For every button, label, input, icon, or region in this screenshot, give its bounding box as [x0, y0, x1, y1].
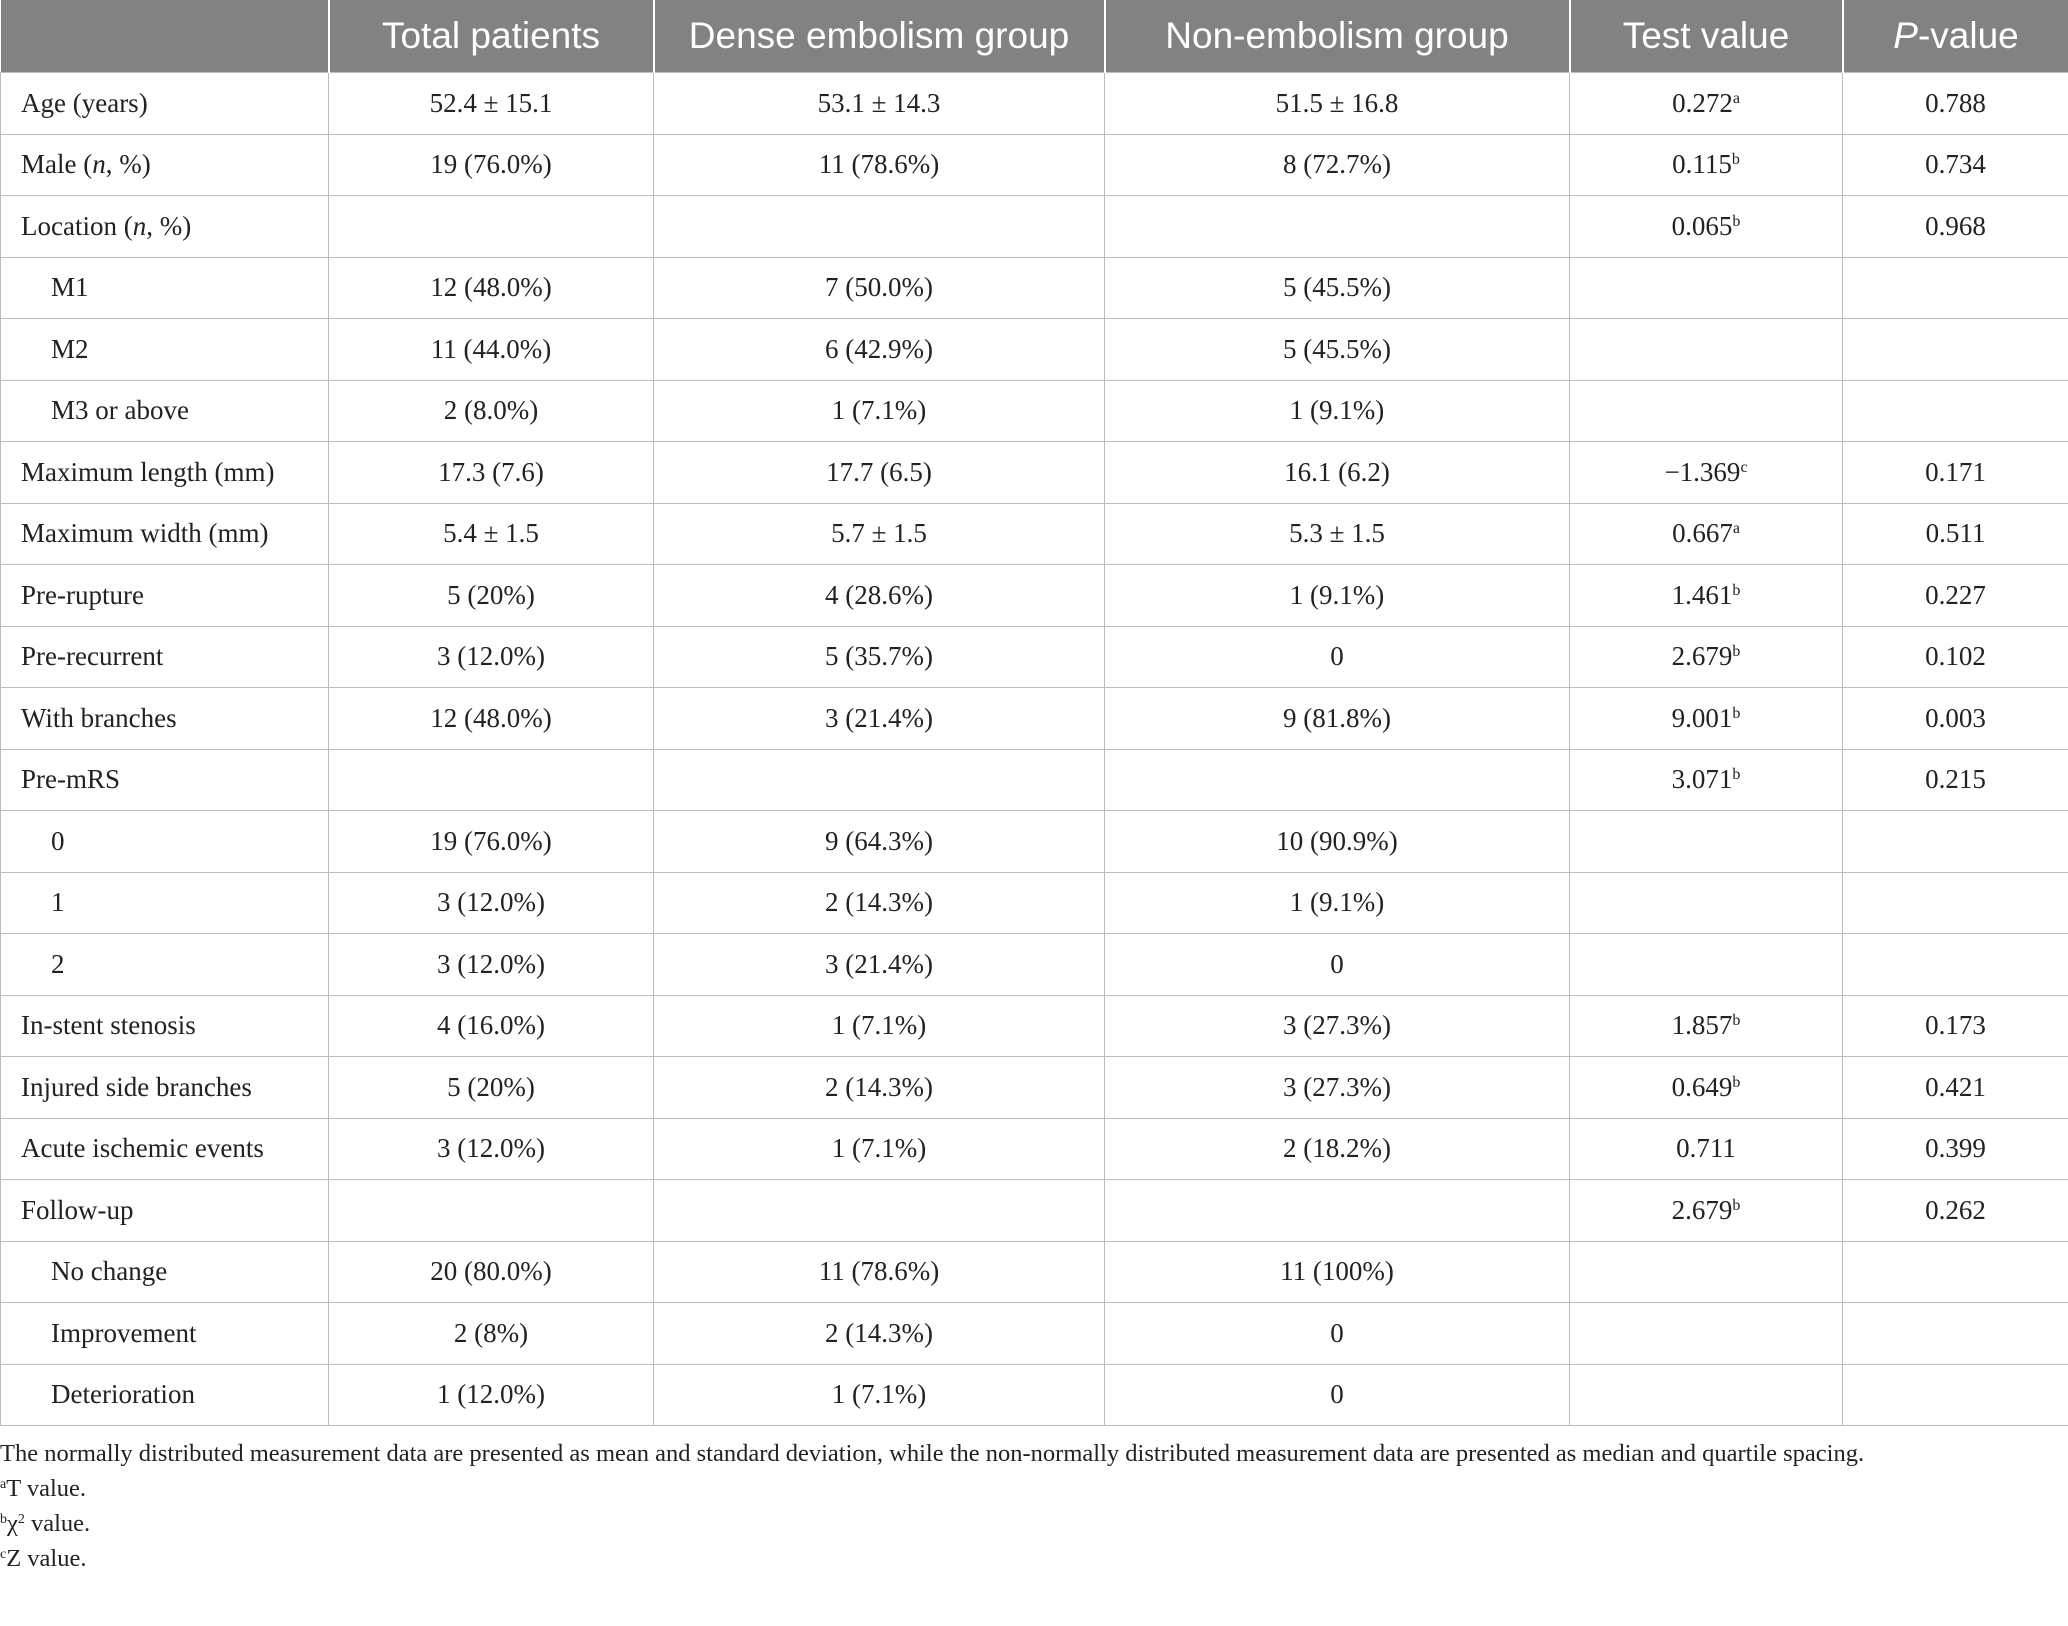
table-row — [1, 442, 2068, 504]
cell-dense-embolism: 5.7 ± 1.5 — [654, 503, 1105, 565]
cell-non-embolism: 0 — [1105, 1364, 1570, 1426]
cell-test-value — [1570, 1241, 1843, 1303]
footnote-marker: b — [1732, 1073, 1741, 1091]
cell-total-patients: 3 (12.0%) — [329, 872, 654, 934]
header-p-value — [1843, 0, 2068, 73]
cell-p-value — [1843, 1241, 2068, 1303]
cell-test-value — [1570, 811, 1843, 873]
cell-test-value — [1570, 1303, 1843, 1365]
footnote-marker: b — [1732, 581, 1741, 599]
footnote-marker: b — [1732, 1012, 1741, 1030]
cell-non-embolism: 1 (9.1%) — [1105, 565, 1570, 627]
cell-dense-embolism: 1 (7.1%) — [654, 995, 1105, 1057]
table-row — [1, 380, 2068, 442]
cell-non-embolism: 16.1 (6.2) — [1105, 442, 1570, 504]
cell-total-patients: 12 (48.0%) — [329, 257, 654, 319]
row-label: In-stent stenosis — [1, 995, 329, 1057]
table-row — [1, 257, 2068, 319]
cell-non-embolism: 5.3 ± 1.5 — [1105, 503, 1570, 565]
cell-test-value: 0.667$^a$ — [1570, 503, 1843, 565]
cell-dense-embolism — [654, 1180, 1105, 1242]
cell-non-embolism — [1105, 1180, 1570, 1242]
cell-p-value: 0.262 — [1843, 1180, 2068, 1242]
cell-total-patients: 2 (8%) — [329, 1303, 654, 1365]
footnote-item: $^a$T value. — [0, 1475, 87, 1502]
cell-dense-embolism: 1 (7.1%) — [654, 1118, 1105, 1180]
cell-test-value — [1570, 380, 1843, 442]
row-label: Acute ischemic events — [1, 1118, 329, 1180]
table-row — [1, 503, 2068, 565]
footnote-marker: a — [0, 1477, 7, 1492]
footnote-marker: b — [0, 1512, 7, 1527]
cell-dense-embolism — [654, 749, 1105, 811]
cell-total-patients: 5.4 ± 1.5 — [329, 503, 654, 565]
cell-non-embolism: 0 — [1105, 934, 1570, 996]
table-row — [1, 1303, 2068, 1365]
cell-total-patients — [329, 749, 654, 811]
row-label: Maximum length (mm) — [1, 442, 329, 504]
cell-p-value — [1843, 872, 2068, 934]
cell-non-embolism: 2 (18.2%) — [1105, 1118, 1570, 1180]
cell-dense-embolism: 2 (14.3%) — [654, 1303, 1105, 1365]
cell-total-patients: 12 (48.0%) — [329, 688, 654, 750]
cell-p-value: 0.227 — [1843, 565, 2068, 627]
row-label: Pre-recurrent — [1, 626, 329, 688]
table-row — [1, 1241, 2068, 1303]
cell-test-value — [1570, 319, 1843, 381]
row-label: Male (n, %) — [1, 134, 329, 196]
table-row — [1, 811, 2068, 873]
table-row — [1, 1364, 2068, 1426]
table-row — [1, 565, 2068, 627]
cell-non-embolism: 5 (45.5%) — [1105, 257, 1570, 319]
header-total-patients: Total patients — [329, 0, 654, 73]
cell-p-value: 0.102 — [1843, 626, 2068, 688]
table-row — [1, 134, 2068, 196]
row-label: 1 — [1, 872, 329, 934]
row-label: No change — [1, 1241, 329, 1303]
cell-non-embolism: 51.5 ± 16.8 — [1105, 73, 1570, 135]
cell-non-embolism: 1 (9.1%) — [1105, 380, 1570, 442]
row-label: Location (n, %) — [1, 196, 329, 258]
cell-p-value — [1843, 1303, 2068, 1365]
cell-total-patients: 52.4 ± 15.1 — [329, 73, 654, 135]
cell-dense-embolism: 6 (42.9%) — [654, 319, 1105, 381]
footnote-marker: a — [1732, 89, 1740, 107]
header-test-value: Test value — [1570, 0, 1843, 73]
cell-total-patients: 2 (8.0%) — [329, 380, 654, 442]
cell-p-value: 0.421 — [1843, 1057, 2068, 1119]
row-label: 2 — [1, 934, 329, 996]
cell-total-patients — [329, 196, 654, 258]
cell-dense-embolism: 7 (50.0%) — [654, 257, 1105, 319]
cell-p-value: 0.968 — [1843, 196, 2068, 258]
cell-p-value — [1843, 811, 2068, 873]
table-notes — [0, 1436, 2068, 1576]
cell-dense-embolism: 4 (28.6%) — [654, 565, 1105, 627]
cell-p-value: 0.215 — [1843, 749, 2068, 811]
header-dense-embolism: Dense embolism group — [654, 0, 1105, 73]
cell-total-patients: 3 (12.0%) — [329, 1118, 654, 1180]
table-row — [1, 319, 2068, 381]
row-label: Pre-rupture — [1, 565, 329, 627]
cell-dense-embolism: 53.1 ± 14.3 — [654, 73, 1105, 135]
footnote-marker: b — [1731, 151, 1740, 169]
footnote-marker: b — [1732, 643, 1741, 661]
table-row — [1, 1057, 2068, 1119]
header-empty — [1, 0, 329, 73]
cell-dense-embolism: 3 (21.4%) — [654, 688, 1105, 750]
cell-total-patients: 3 (12.0%) — [329, 626, 654, 688]
cell-non-embolism: 10 (90.9%) — [1105, 811, 1570, 873]
row-label: M2 — [1, 319, 329, 381]
footnote-marker: b — [1732, 212, 1741, 230]
cell-p-value — [1843, 319, 2068, 381]
cell-non-embolism: 3 (27.3%) — [1105, 995, 1570, 1057]
cell-dense-embolism: 5 (35.7%) — [654, 626, 1105, 688]
cell-test-value: 0.065$^b$ — [1570, 196, 1843, 258]
row-label: Maximum width (mm) — [1, 503, 329, 565]
cell-non-embolism: 5 (45.5%) — [1105, 319, 1570, 381]
cell-total-patients: 1 (12.0%) — [329, 1364, 654, 1426]
cell-p-value — [1843, 257, 2068, 319]
cell-test-value: 0.711 — [1570, 1118, 1843, 1180]
header-non-embolism: Non-embolism group — [1105, 0, 1570, 73]
row-label: Injured side branches — [1, 1057, 329, 1119]
row-label: M3 or above — [1, 380, 329, 442]
row-label: Deterioration — [1, 1364, 329, 1426]
cell-dense-embolism: 2 (14.3%) — [654, 872, 1105, 934]
notes-main: The normally distributed measurement data are presented as mean and standard deviation, while the non-normally distributed measurement data are presented as median and quartile spacing. — [0, 1440, 1865, 1467]
table-row — [1, 196, 2068, 258]
cell-dense-embolism: 11 (78.6%) — [654, 1241, 1105, 1303]
cell-dense-embolism: 9 (64.3%) — [654, 811, 1105, 873]
table-row — [1, 995, 2068, 1057]
cell-dense-embolism: 2 (14.3%) — [654, 1057, 1105, 1119]
cell-total-patients: 19 (76.0%) — [329, 811, 654, 873]
table-row — [1, 872, 2068, 934]
table-row — [1, 1180, 2068, 1242]
cell-dense-embolism: 17.7 (6.5) — [654, 442, 1105, 504]
cell-p-value: 0.171 — [1843, 442, 2068, 504]
cell-dense-embolism: 3 (21.4%) — [654, 934, 1105, 996]
cell-p-value: 0.003 — [1843, 688, 2068, 750]
cell-test-value: 1.461$^b$ — [1570, 565, 1843, 627]
footnote-marker: a — [1732, 520, 1740, 538]
row-label: Age (years) — [1, 73, 329, 135]
cell-total-patients: 11 (44.0%) — [329, 319, 654, 381]
cell-non-embolism: 0 — [1105, 1303, 1570, 1365]
footnote-marker: c — [0, 1547, 7, 1562]
footnote-item: $^c$Z value. — [0, 1545, 87, 1572]
cell-test-value: 2.679$^b$ — [1570, 1180, 1843, 1242]
footnotes — [0, 1471, 2068, 1576]
cell-non-embolism — [1105, 196, 1570, 258]
cell-p-value: 0.511 — [1843, 503, 2068, 565]
cell-total-patients: 5 (20%) — [329, 565, 654, 627]
cell-total-patients: 19 (76.0%) — [329, 134, 654, 196]
cell-dense-embolism: 1 (7.1%) — [654, 380, 1105, 442]
cell-test-value — [1570, 934, 1843, 996]
cell-test-value: 0.649$^b$ — [1570, 1057, 1843, 1119]
cell-non-embolism: 1 (9.1%) — [1105, 872, 1570, 934]
table-row — [1, 73, 2068, 135]
cell-non-embolism: 11 (100%) — [1105, 1241, 1570, 1303]
cell-test-value: 0.272$^a$ — [1570, 73, 1843, 135]
cell-p-value: 0.788 — [1843, 73, 2068, 135]
cell-test-value — [1570, 872, 1843, 934]
cell-p-value: 0.173 — [1843, 995, 2068, 1057]
cell-test-value: 3.071$^b$ — [1570, 749, 1843, 811]
row-label: 0 — [1, 811, 329, 873]
cell-non-embolism — [1105, 749, 1570, 811]
cell-non-embolism: 0 — [1105, 626, 1570, 688]
table-row — [1, 934, 2068, 996]
cell-non-embolism: 8 (72.7%) — [1105, 134, 1570, 196]
cell-non-embolism: 9 (81.8%) — [1105, 688, 1570, 750]
table-row — [1, 688, 2068, 750]
row-label: With branches — [1, 688, 329, 750]
footnote-marker: c — [1740, 458, 1748, 476]
cell-p-value: 0.734 — [1843, 134, 2068, 196]
cell-total-patients: 3 (12.0%) — [329, 934, 654, 996]
cell-total-patients: 4 (16.0%) — [329, 995, 654, 1057]
cell-p-value — [1843, 380, 2068, 442]
table-header-row — [1, 0, 2068, 73]
cell-total-patients — [329, 1180, 654, 1242]
cell-dense-embolism: 11 (78.6%) — [654, 134, 1105, 196]
cell-test-value: 1.857$^b$ — [1570, 995, 1843, 1057]
footnote-marker: b — [1732, 1196, 1741, 1214]
cell-test-value: 0.115$^b$ — [1570, 134, 1843, 196]
table-row — [1, 626, 2068, 688]
footnote-item: $^b\chi^2$ value. — [0, 1510, 91, 1537]
table-body — [1, 73, 2068, 1426]
cell-test-value — [1570, 1364, 1843, 1426]
cell-total-patients: 20 (80.0%) — [329, 1241, 654, 1303]
cell-p-value — [1843, 1364, 2068, 1426]
cell-dense-embolism — [654, 196, 1105, 258]
cell-p-value — [1843, 934, 2068, 996]
cell-test-value: −1.369$^c$ — [1570, 442, 1843, 504]
cell-test-value: 2.679$^b$ — [1570, 626, 1843, 688]
header-p-value-text: P-value — [1893, 15, 2019, 56]
cell-p-value: 0.399 — [1843, 1118, 2068, 1180]
cell-total-patients: 17.3 (7.6) — [329, 442, 654, 504]
table-row — [1, 749, 2068, 811]
row-label: M1 — [1, 257, 329, 319]
row-label: Follow-up — [1, 1180, 329, 1242]
cell-test-value: 9.001$^b$ — [1570, 688, 1843, 750]
cell-total-patients: 5 (20%) — [329, 1057, 654, 1119]
cell-non-embolism: 3 (27.3%) — [1105, 1057, 1570, 1119]
footnote-marker: b — [1732, 704, 1741, 722]
cell-dense-embolism: 1 (7.1%) — [654, 1364, 1105, 1426]
cell-test-value — [1570, 257, 1843, 319]
row-label: Improvement — [1, 1303, 329, 1365]
table-row — [1, 1118, 2068, 1180]
row-label: Pre-mRS — [1, 749, 329, 811]
footnote-marker: b — [1732, 766, 1741, 784]
